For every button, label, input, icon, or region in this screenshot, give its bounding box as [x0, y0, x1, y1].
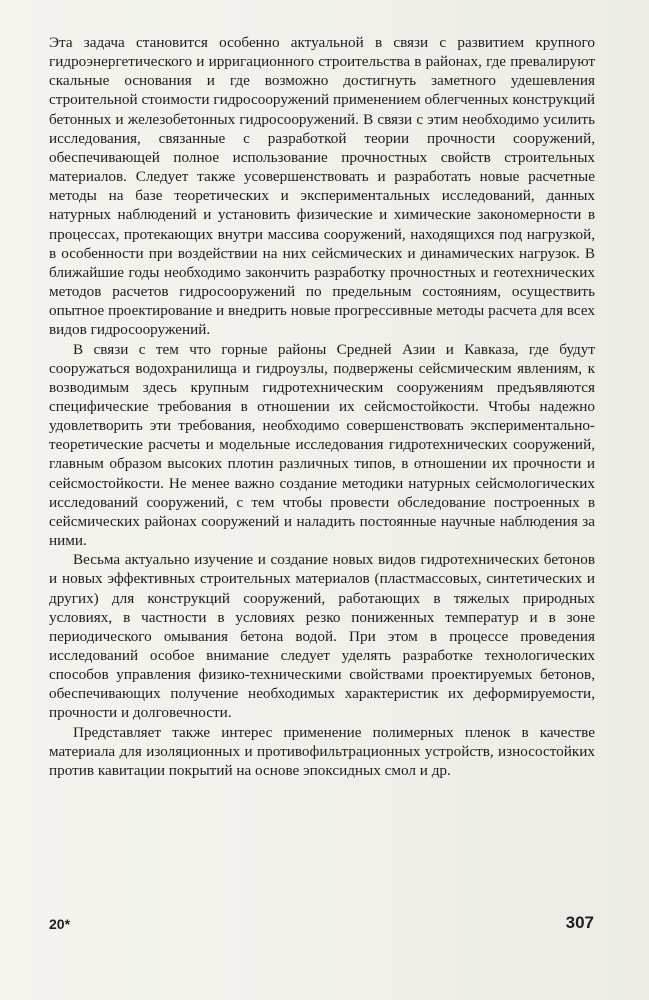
body-text — [49, 33, 595, 780]
paragraph-1: Эта задача становится особенно актуальной в связи с развитием крупного гидроэнергетического и ирригационного строительства в районах, где превалируют скальные основания и где возможно достигнуть заметного удешевления строительной стоимости гидросооружений применением облегченных конструкций бетонных и железобетонных гидросооружений. В связи с этим необходимо усилить исследования, связанные с разработкой теории прочности сооружений, обеспечивающей полное использование прочностных свойств строительных материалов. Следует также усовершенствовать и разработать новые расчетные методы на базе теоретических и экспериментальных исследований, данных натурных наблюдений и установить физические и химические закономерности в процессах, протекающих внутри массива сооружений, находящихся под нагрузкой, в особенности при воздействии на них сейсмических и динамических нагрузок. В ближайшие годы необходимо закончить разработку прочностных и геотехнических методов расчетов гидросооружений по предельным состояниям, осуществить опытное проектирование и внедрить новые прогрессивные методы расчета для всех видов гидросооружений. — [49, 34, 595, 339]
signature-mark: 20* — [49, 916, 71, 932]
page-number: 307 — [565, 913, 594, 932]
paragraph-4: Представляет также интерес применение полимерных пленок в качестве материала для изоляционных и противофильтрационных устройств, износостойких против кавитации покрытий на основе эпоксидных смол и др. — [49, 723, 595, 779]
paragraph-3: Весьма актуально изучение и создание новых видов гидротехнических бетонов и новых эффективных строительных материалов (пластмассовых, синтетических и других) для конструкций сооружений, работающих в тяжелых природных условиях, в частности в условиях резко пониженных температур и в зоне периодического омывания бетона водой. При этом в процессе проведения исследований особое внимание следует уделять разработке технологических способов управления физико-техническими свойствами проектируемых бетонов, обеспечивающих получение необходимых характеристик их деформируемости, прочности и долговечности. — [49, 551, 595, 722]
paragraph-2: В связи с тем что горные районы Средней Азии и Кавказа, где будут сооружаться водохранилища и гидроузлы, подвержены сейсмическим явлениям, к возводимым здесь крупным гидротехническим сооружениям предъявляются специфические требования в отношении их сейсмостойкости. Чтобы надежно удовлетворить эти требования, необходимо совершенствовать экспериментально-теоретические расчеты и модельные исследования гидротехнических сооружений, главным образом высоких плотин различных типов, в отношении их прочности и сейсмостойкости. Не менее важно создание методики натурных сейсмологических исследований сооружений, с тем чтобы провести обследование построенных в сейсмических районах сооружений и наладить постоянные научные наблюдения за ними. — [49, 340, 595, 550]
